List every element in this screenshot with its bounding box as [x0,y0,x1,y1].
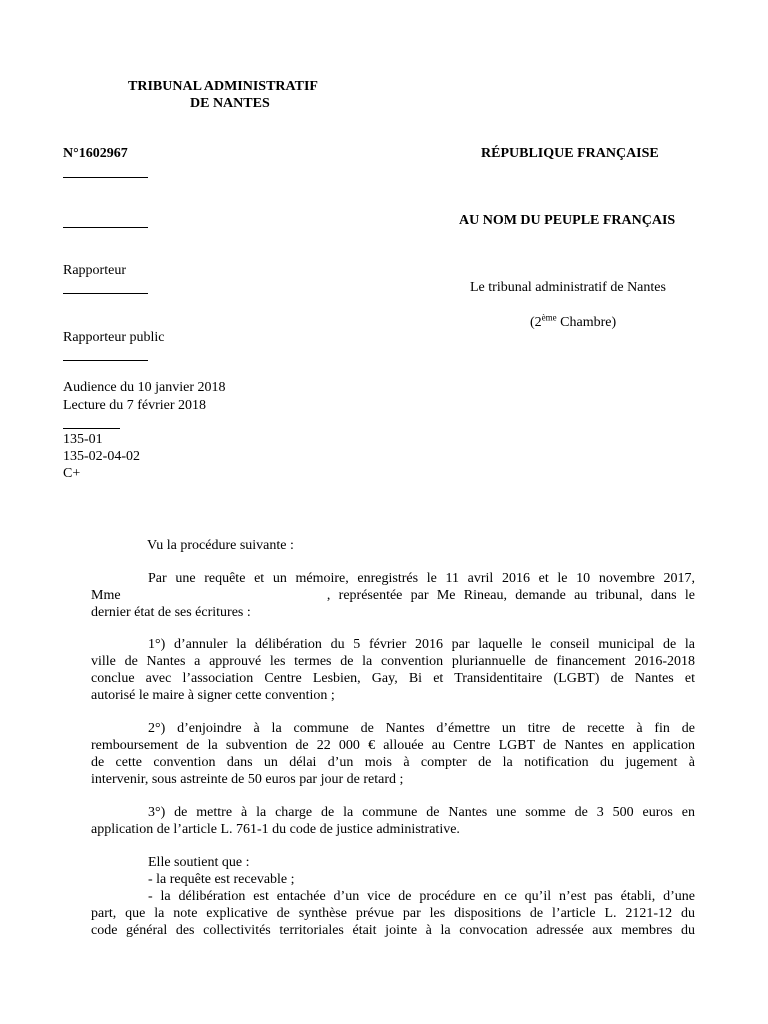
separator-rule [63,177,148,178]
hearing-date: Audience du 10 janvier 2018 [63,380,226,395]
text-line: Mme , représentée par Me Rineau, demande au tribunal, dans le [91,588,695,603]
text-line: part, que la note explicative de synthèse prévue par les dispositions de l’article L. 2121-12 du [91,906,695,921]
court-name-line2: DE NANTES [190,96,270,111]
text-line: code général des collectivités territoriales était jointe à la convocation adressée aux membres du [91,923,695,938]
separator-rule [63,293,148,294]
text-line: intervenir, sous astreinte de 50 euros par jour de retard ; [91,772,404,787]
separator-rule [63,227,148,228]
text-line: - la requête est recevable ; [148,872,295,887]
text-line: Elle soutient que : [148,855,250,870]
text-line: application de l’article L. 761-1 du code de justice administrative. [91,822,460,837]
reading-date: Lecture du 7 février 2018 [63,398,207,413]
text-line: dernier état de ses écritures : [91,605,251,620]
classification-code: 135-02-04-02 [63,449,140,464]
text-line: Par une requête et un mémoire, enregistrés le 11 avril 2016 et le 10 novembre 2017, [148,571,695,586]
text-line: de cette convention dans un délai d’un mois à compter de la notification du jugement à [91,755,695,770]
procedure-intro: Vu la procédure suivante : [147,538,294,553]
text-line: 2°) d’enjoindre à la commune de Nantes d’émettre un titre de recette à fin de [148,721,695,736]
classification-code: C+ [63,466,81,481]
text-line: remboursement de la subvention de 22 000 € allouée au Centre LGBT de Nantes en application [91,738,695,753]
separator-rule [63,360,148,361]
text-line: autorisé le maire à signer cette convention ; [91,688,335,703]
text-line: ville de Nantes a approuvé les termes de la convention pluriannuelle de financement 2016-2018 [91,654,695,669]
paragraph-costs [91,804,695,838]
separator-rule [63,428,120,429]
text-line: 1°) d’annuler la délibération du 5 février 2016 par laquelle le conseil municipal de la [148,637,695,652]
people-heading: AU NOM DU PEUPLE FRANÇAIS [459,213,676,228]
paragraph-arguments [91,854,695,939]
text-line: 3°) de mettre à la charge de la commune de Nantes une somme de 3 500 euros en [148,805,695,820]
tribunal-line: Le tribunal administratif de Nantes [470,280,666,295]
rapporteur-public-label: Rapporteur public [63,330,165,345]
text-line: - la délibération est entachée d’un vice de procédure en ce qu’il n’est pas établi, d’une [148,889,695,904]
court-name-line1: TRIBUNAL ADMINISTRATIF [128,79,318,94]
paragraph-annul [91,636,695,704]
text-line: conclue avec l’association Centre Lesbien, Gay, Bi et Transidentitaire (LGBT) de Nantes et [91,671,695,686]
paragraph-injunction [91,720,695,788]
chamber-line: (2ème Chambre) [530,312,617,330]
republic-heading: RÉPUBLIQUE FRANÇAISE [481,146,659,161]
classification-code: 135-01 [63,432,103,447]
case-number: N°1602967 [63,146,128,161]
paragraph-request [91,570,695,621]
rapporteur-label: Rapporteur [63,263,126,278]
